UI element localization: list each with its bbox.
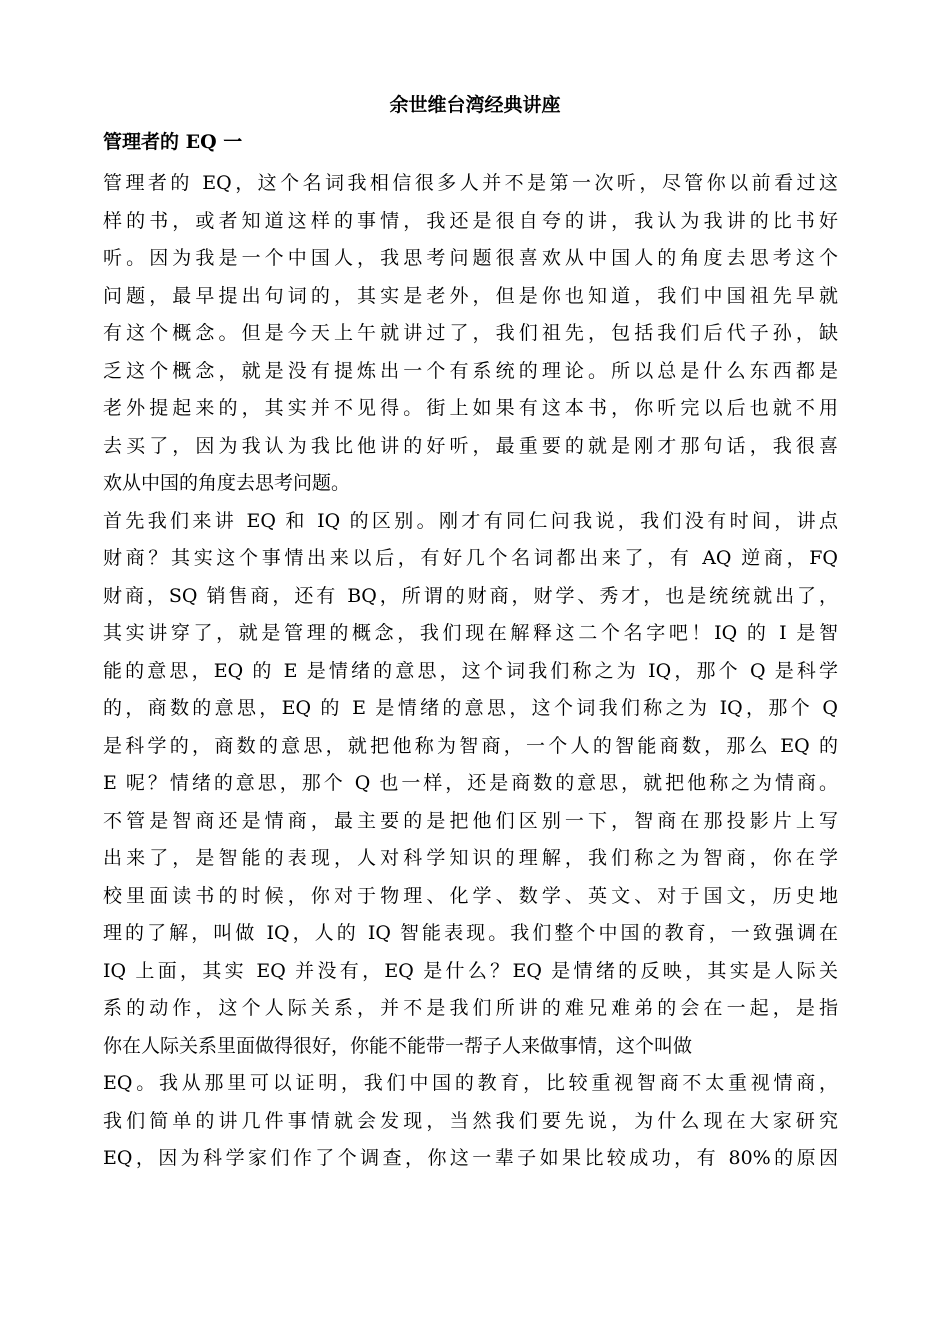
text-line: 去买了，因为我认为我比他讲的好听，最重要的就是刚才那句话，我很喜	[103, 434, 838, 457]
text-line: 老外提起来的，其实并不见得。街上如果有这本书，你听完以后也就不用	[103, 397, 838, 419]
text-line: 样的书，或者知道这样的事情，我还是很自夸的讲，我认为我讲的比书好	[103, 209, 838, 232]
text-line: 问题，最早提出句词的，其实是老外，但是你也知道，我们中国祖先早就	[103, 284, 838, 307]
text-line: 乏这个概念，就是没有提炼出一个有系统的理论。所以总是什么东西都是	[103, 359, 838, 382]
text-line: 校里面读书的时候，你对于物理、化学、数学、英文、对于国文，历史地	[103, 884, 838, 907]
text-line: EQ，因为科学家们作了个调查，你这一辈子如果比较成功，有 80%的原因	[103, 1147, 838, 1169]
text-line: 的，商数的意思，EQ 的 E 是情绪的意思，这个词我们称之为 IQ，那个 Q	[103, 697, 838, 719]
text-line-paragraph-end: 欢从中国的角度去思考问题。	[103, 472, 351, 494]
document-title: 余世维台湾经典讲座	[389, 94, 561, 116]
text-line: 财商？其实这个事情出来以后，有好几个名词都出来了，有 AQ 逆商，FQ	[103, 547, 838, 569]
body-text	[103, 165, 838, 1178]
text-line: 是科学的，商数的意思，就把他称为智商，一个人的智能商数，那么 EQ 的	[103, 734, 838, 757]
text-line: 财商，SQ 销售商，还有 BQ，所谓的财商，财学、秀才，也是统统就出了，	[103, 584, 838, 607]
text-line: 首先我们来讲 EQ 和 IQ 的区别。刚才有同仁问我说，我们没有时间，讲点	[103, 509, 838, 532]
text-line: 其实讲穿了，就是管理的概念，我们现在解释这二个名字吧！IQ 的 I 是智	[103, 622, 838, 644]
text-line: 你在人际关系里面做得很好，你能不能带一帮子人来做事情，这个叫做	[103, 1034, 693, 1057]
text-line: 能的意思，EQ 的 E 是情绪的意思，这个词我们称之为 IQ，那个 Q 是科学	[103, 659, 838, 682]
text-line: 管理者的 EQ，这个名词我相信很多人并不是第一次听，尽管你以前看过这	[103, 172, 838, 194]
text-line: 理的了解，叫做 IQ，人的 IQ 智能表现。我们整个中国的教育，一致强调在	[103, 922, 838, 944]
text-line: IQ 上面，其实 EQ 并没有，EQ 是什么？EQ 是情绪的反映，其实是人际关	[103, 959, 838, 982]
text-line: 系的动作，这个人际关系，并不是我们所讲的难兄难弟的会在一起，是指	[103, 997, 838, 1019]
text-line: 出来了，是智能的表现，人对科学知识的理解，我们称之为智商，你在学	[103, 847, 838, 869]
text-line: 听。因为我是一个中国人，我思考问题很喜欢从中国人的角度去思考这个	[103, 247, 838, 269]
text-line: 有这个概念。但是今天上午就讲过了，我们祖先，包括我们后代子孙，缺	[103, 322, 838, 344]
text-line: E 呢？情绪的意思，那个 Q 也一样，还是商数的意思，就把他称之为情商。	[103, 772, 838, 794]
section-heading: 管理者的 EQ 一	[103, 131, 243, 153]
text-line: EQ。我从那里可以证明，我们中国的教育，比较重视智商不太重视情商，	[103, 1072, 838, 1094]
text-line: 不管是智商还是情商，最主要的是把他们区别一下，智商在那投影片上写	[103, 809, 838, 832]
text-line: 我们简单的讲几件事情就会发现，当然我们要先说，为什么现在大家研究	[103, 1109, 838, 1132]
